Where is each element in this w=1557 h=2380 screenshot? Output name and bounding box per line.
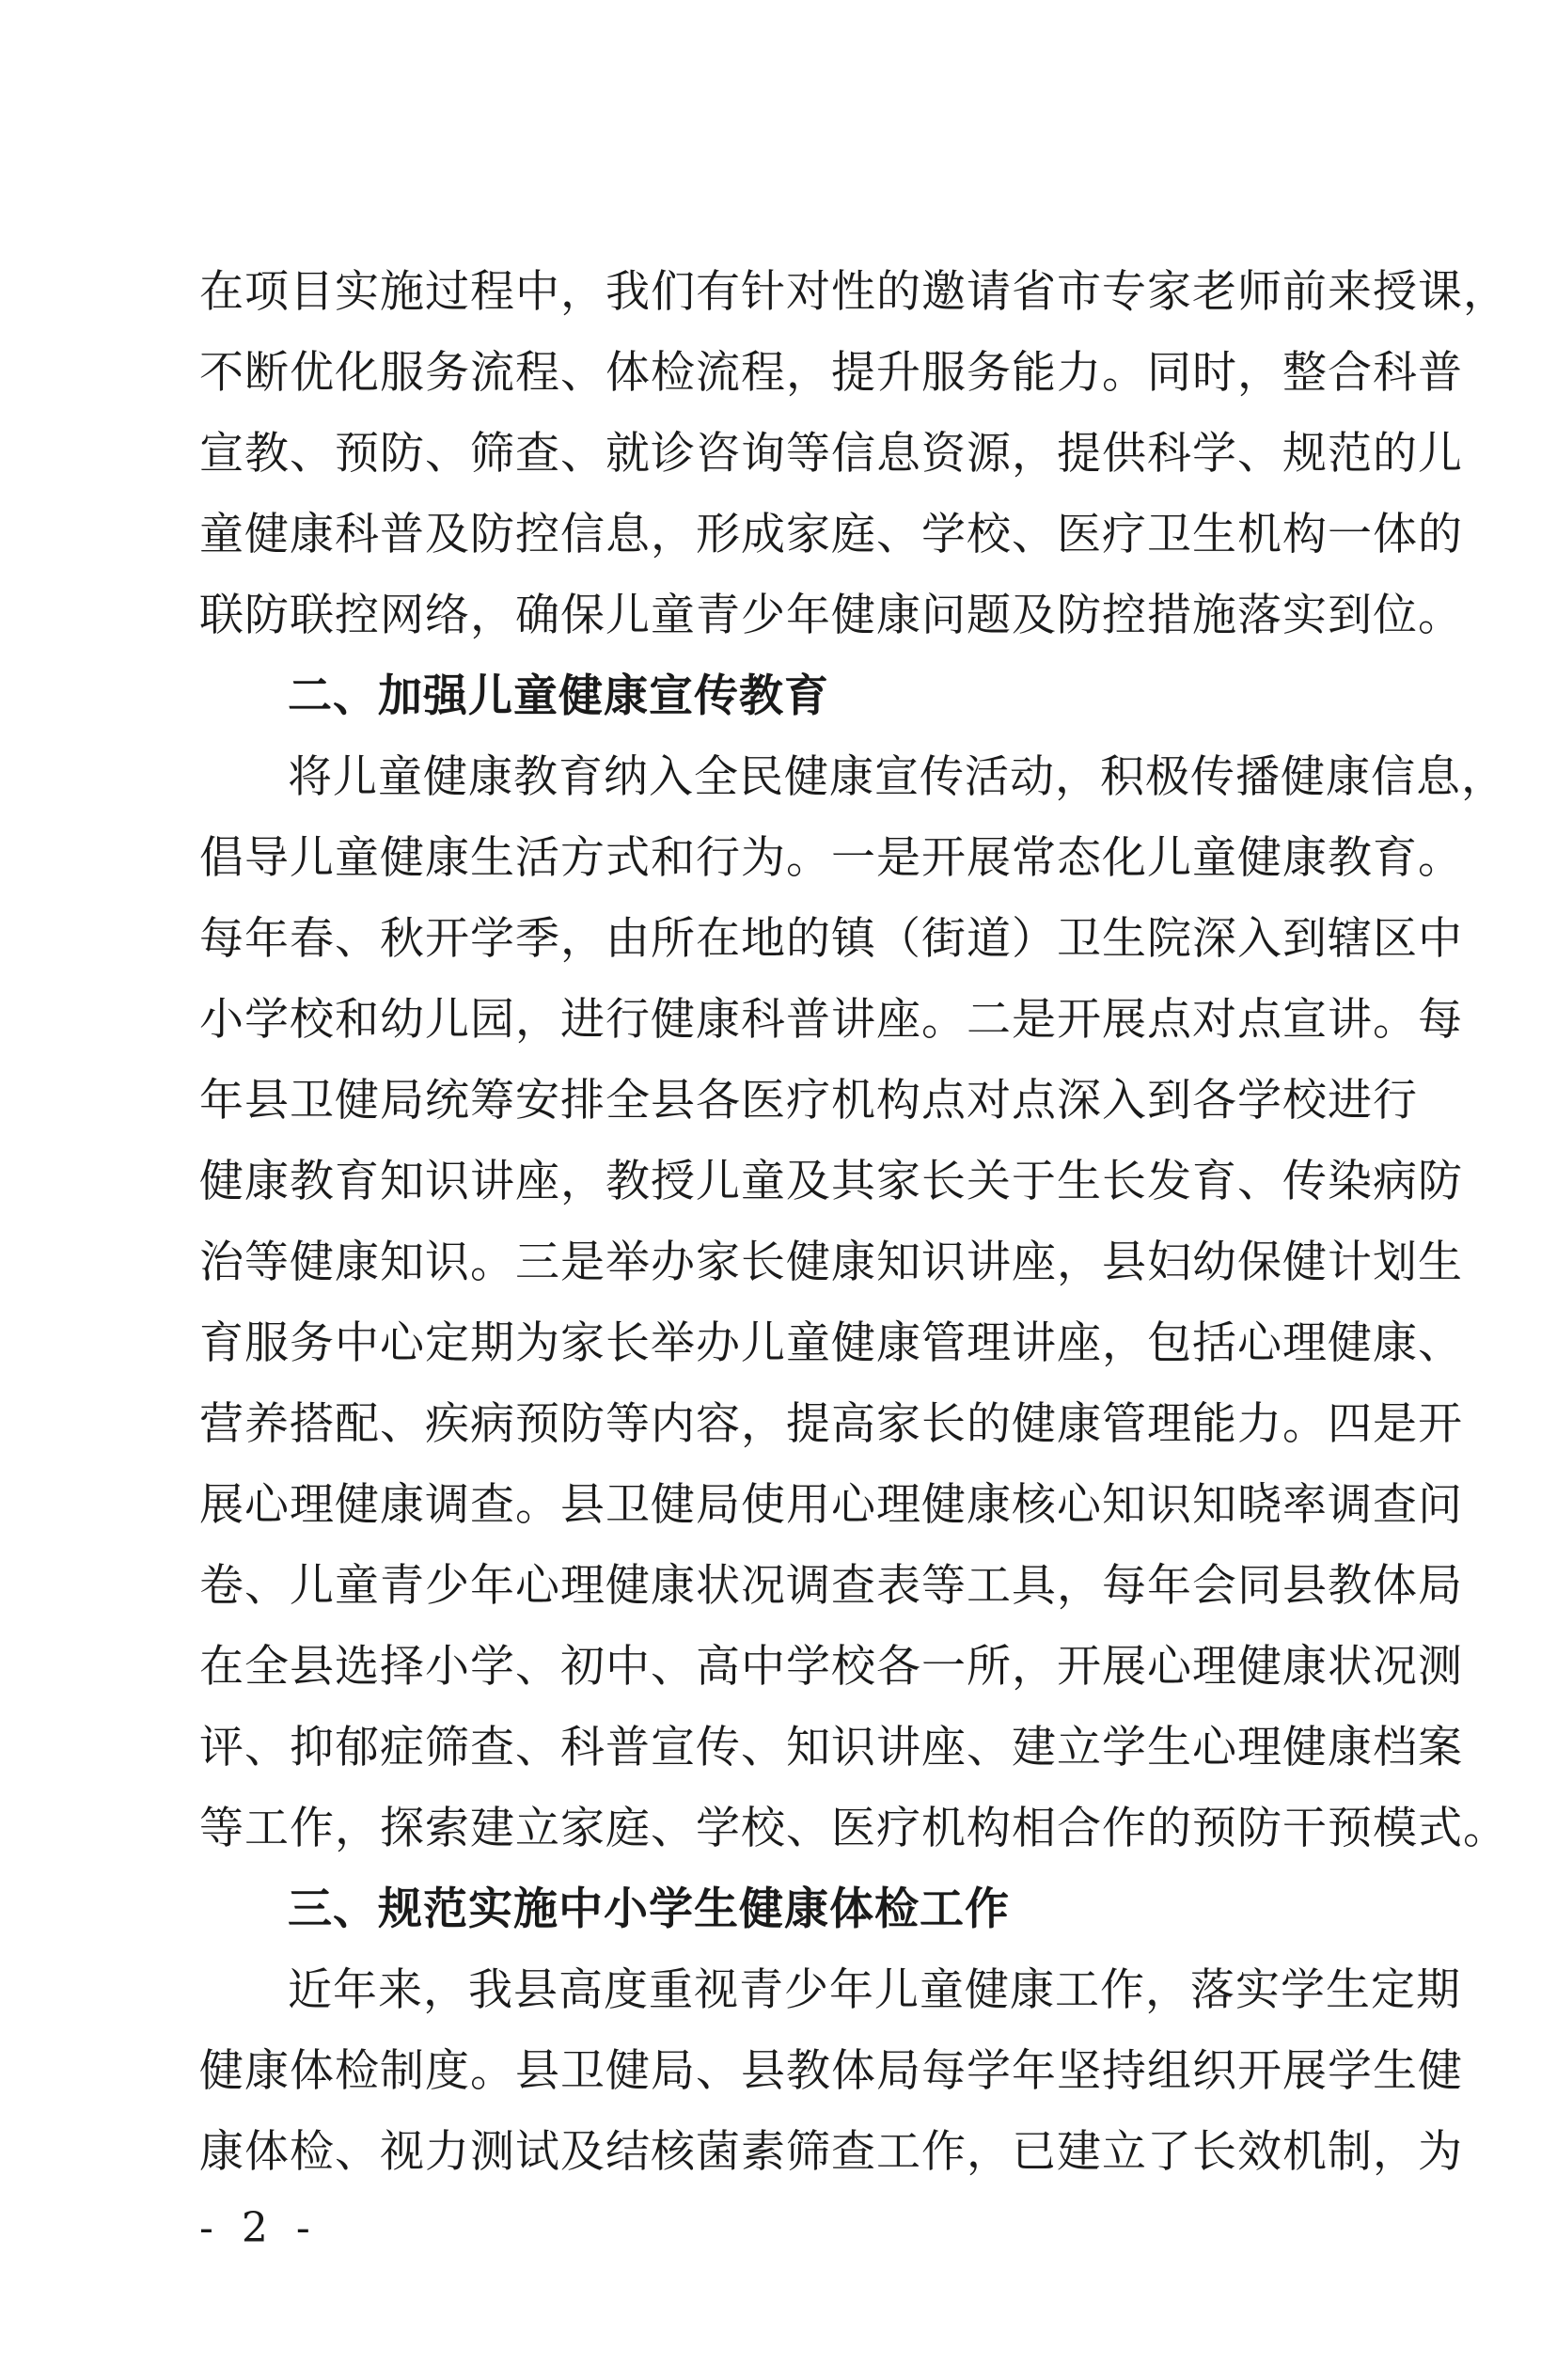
- text-line: 童健康科普及防控信息，形成家庭、学校、医疗卫生机构一体的: [199, 509, 1463, 560]
- page-number: - 2 -: [199, 2204, 318, 2252]
- text-line: 年县卫健局统筹安排全县各医疗机构点对点深入到各学校进行: [199, 1075, 1418, 1127]
- text-line: 健康教育知识讲座，教授儿童及其家长关于生长发育、传染病防: [199, 1156, 1463, 1207]
- paragraph-first-line: 将儿童健康教育纳入全民健康宣传活动，积极传播健康信息，: [288, 751, 1506, 803]
- text-line: 在全县选择小学、初中、高中学校各一所，开展心理健康状况测: [199, 1641, 1463, 1693]
- text-line: 等工作，探索建立家庭、学校、医疗机构相合作的预防干预模式。: [199, 1803, 1508, 1854]
- text-line: 营养搭配、疾病预防等内容，提高家长的健康管理能力。四是开: [199, 1398, 1463, 1450]
- text-line: 健康体检制度。县卫健局、县教体局每学年坚持组织开展学生健: [199, 2045, 1463, 2097]
- text-line: 联防联控网络，确保儿童青少年健康问题及防控措施落实到位。: [199, 590, 1463, 641]
- text-line: 卷、儿童青少年心理健康状况调查表等工具，每年会同县教体局: [199, 1560, 1463, 1612]
- text-line: 治等健康知识。三是举办家长健康知识讲座，县妇幼保健计划生: [199, 1237, 1463, 1288]
- text-line: 展心理健康调查。县卫健局使用心理健康核心知识知晓率调查问: [199, 1479, 1463, 1531]
- text-line: 宣教、预防、筛查、就诊咨询等信息资源，提供科学、规范的儿: [199, 428, 1463, 480]
- text-line: 倡导儿童健康生活方式和行为。一是开展常态化儿童健康教育。: [199, 832, 1463, 884]
- paragraph-first-line: 近年来，我县高度重视青少年儿童健康工作，落实学生定期: [288, 1964, 1461, 2016]
- section-heading-2: 二、加强儿童健康宣传教育: [288, 670, 829, 722]
- text-line: 育服务中心定期为家长举办儿童健康管理讲座，包括心理健康、: [199, 1317, 1463, 1369]
- text-line: 康体检、视力测试及结核菌素筛查工作，已建立了长效机制，为: [199, 2126, 1463, 2178]
- text-line: 每年春、秋开学季，由所在地的镇（街道）卫生院深入到辖区中: [199, 913, 1463, 965]
- text-line: 在项目实施过程中，我们有针对性的邀请省市专家老师前来授课，: [199, 266, 1508, 318]
- text-line: 小学校和幼儿园，进行健康科普讲座。二是开展点对点宣讲。每: [199, 994, 1463, 1046]
- text-line: 评、抑郁症筛查、科普宣传、知识讲座、建立学生心理健康档案: [199, 1722, 1463, 1773]
- section-heading-3: 三、规范实施中小学生健康体检工作: [288, 1884, 1010, 1935]
- text-line: 不断优化服务流程、体检流程，提升服务能力。同时，整合科普: [199, 347, 1463, 399]
- document-body: [199, 252, 1508, 2193]
